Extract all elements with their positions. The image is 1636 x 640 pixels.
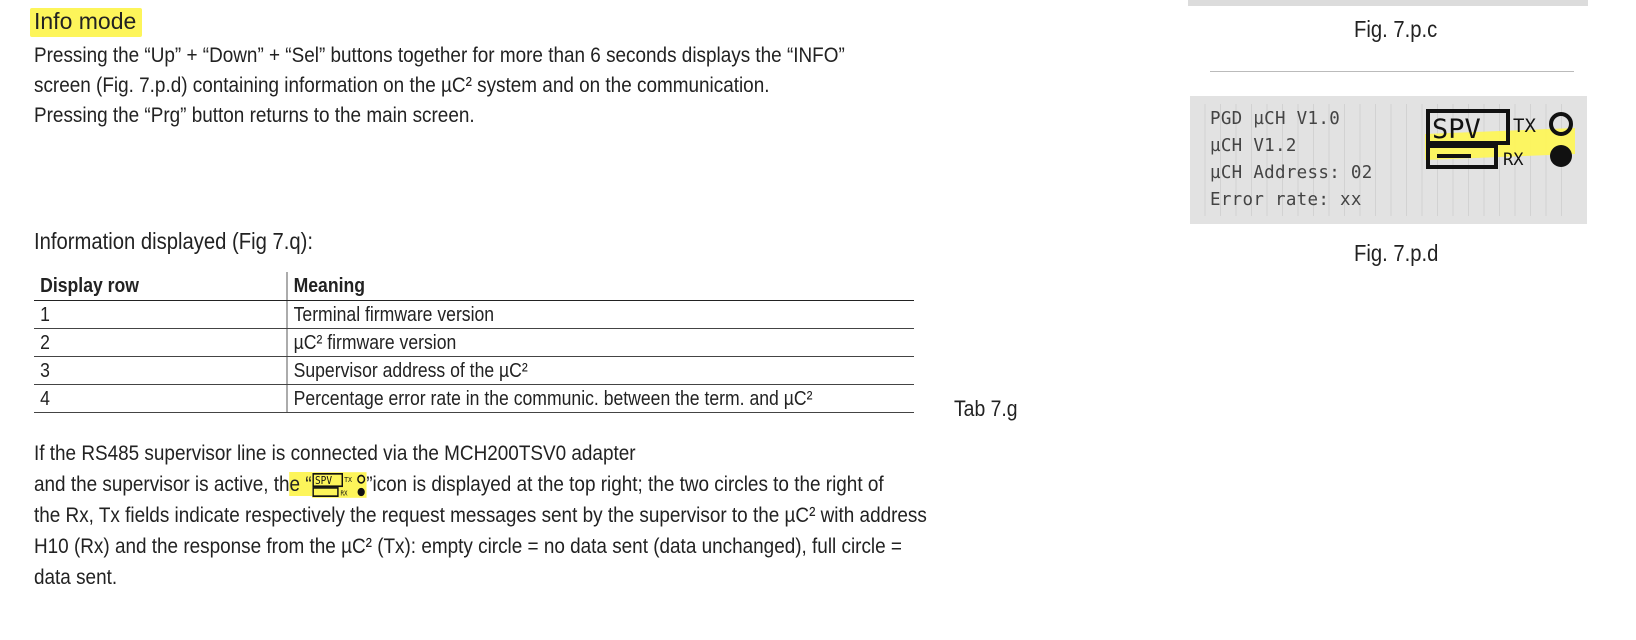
intro-line: screen (Fig. 7.p.d) containing information on the µC² system and on the communication. bbox=[34, 73, 770, 97]
header-display-row: Display row bbox=[34, 272, 287, 301]
table-row bbox=[34, 329, 914, 357]
lcd-icon-tx-label: TX bbox=[1513, 115, 1536, 137]
row-number: 3 bbox=[34, 357, 287, 385]
lcd-icon-rx-label: RX bbox=[1503, 150, 1524, 170]
paragraph-line: data sent. bbox=[34, 565, 118, 589]
table-header-row bbox=[34, 272, 914, 301]
figure-7pc-image-edge bbox=[1188, 0, 1588, 6]
row-number: 1 bbox=[34, 301, 287, 329]
line-text: and the supervisor is active, th bbox=[34, 472, 290, 496]
section-title: Info mode bbox=[30, 8, 142, 37]
supervisor-paragraph bbox=[34, 438, 1002, 593]
figure-caption-7pc: Fig. 7.p.c bbox=[1354, 16, 1438, 42]
intro-line: Pressing the “Prg” button returns to the main screen. bbox=[34, 103, 475, 127]
line-text: ”icon is displayed at the top right; the two circles to the right of bbox=[366, 472, 884, 496]
row-meaning: Percentage error rate in the communic. between the term. and µC² bbox=[287, 385, 914, 413]
intro-line: Pressing the “Up” + “Down” + “Sel” buttons together for more than 6 seconds displays the “INFO” bbox=[34, 43, 845, 67]
table-row bbox=[34, 357, 914, 385]
info-table bbox=[34, 272, 914, 413]
paragraph-line: If the RS485 supervisor line is connected via the MCH200TSV0 adapter bbox=[34, 441, 636, 465]
icon-spv-label: SPV bbox=[314, 476, 332, 488]
highlighted-text: e “ bbox=[289, 472, 312, 496]
lcd-line: µCH V1.2 bbox=[1210, 136, 1297, 156]
icon-rx-label: RX bbox=[340, 490, 348, 498]
lcd-icon-spv-label: SPV bbox=[1432, 114, 1481, 145]
table-row bbox=[34, 385, 914, 413]
row-number: 2 bbox=[34, 329, 287, 357]
header-meaning: Meaning bbox=[287, 272, 914, 301]
supervisor-icon bbox=[312, 471, 367, 499]
table-row bbox=[34, 301, 914, 329]
lcd-line: PGD µCH V1.0 bbox=[1210, 109, 1341, 129]
paragraph-line: H10 (Rx) and the response from the µC² (Tx): empty circle = no data sent (data unchanged), full circle = bbox=[34, 534, 902, 558]
figure-caption-7pd: Fig. 7.p.d bbox=[1354, 240, 1439, 266]
row-meaning: Supervisor address of the µC² bbox=[287, 357, 914, 385]
row-number: 4 bbox=[34, 385, 287, 413]
paragraph-line: the Rx, Tx fields indicate respectively the request messages sent by the supervisor to the µC² with address bbox=[34, 503, 927, 527]
lcd-supervisor-icon bbox=[1425, 108, 1575, 170]
row-meaning: Terminal firmware version bbox=[287, 301, 914, 329]
icon-tx-label: TX bbox=[343, 476, 352, 485]
lcd-line: Error rate: xx bbox=[1210, 190, 1362, 210]
lcd-line: µCH Address: 02 bbox=[1210, 163, 1373, 183]
figure-divider bbox=[1210, 71, 1574, 72]
paragraph-line bbox=[34, 469, 1002, 500]
row-meaning: µC² firmware version bbox=[287, 329, 914, 357]
table-caption: Tab 7.g bbox=[954, 396, 1018, 421]
lcd-text-lines bbox=[1210, 106, 1373, 214]
info-table-heading: Information displayed (Fig 7.q): bbox=[34, 228, 314, 254]
intro-paragraph bbox=[34, 40, 923, 130]
